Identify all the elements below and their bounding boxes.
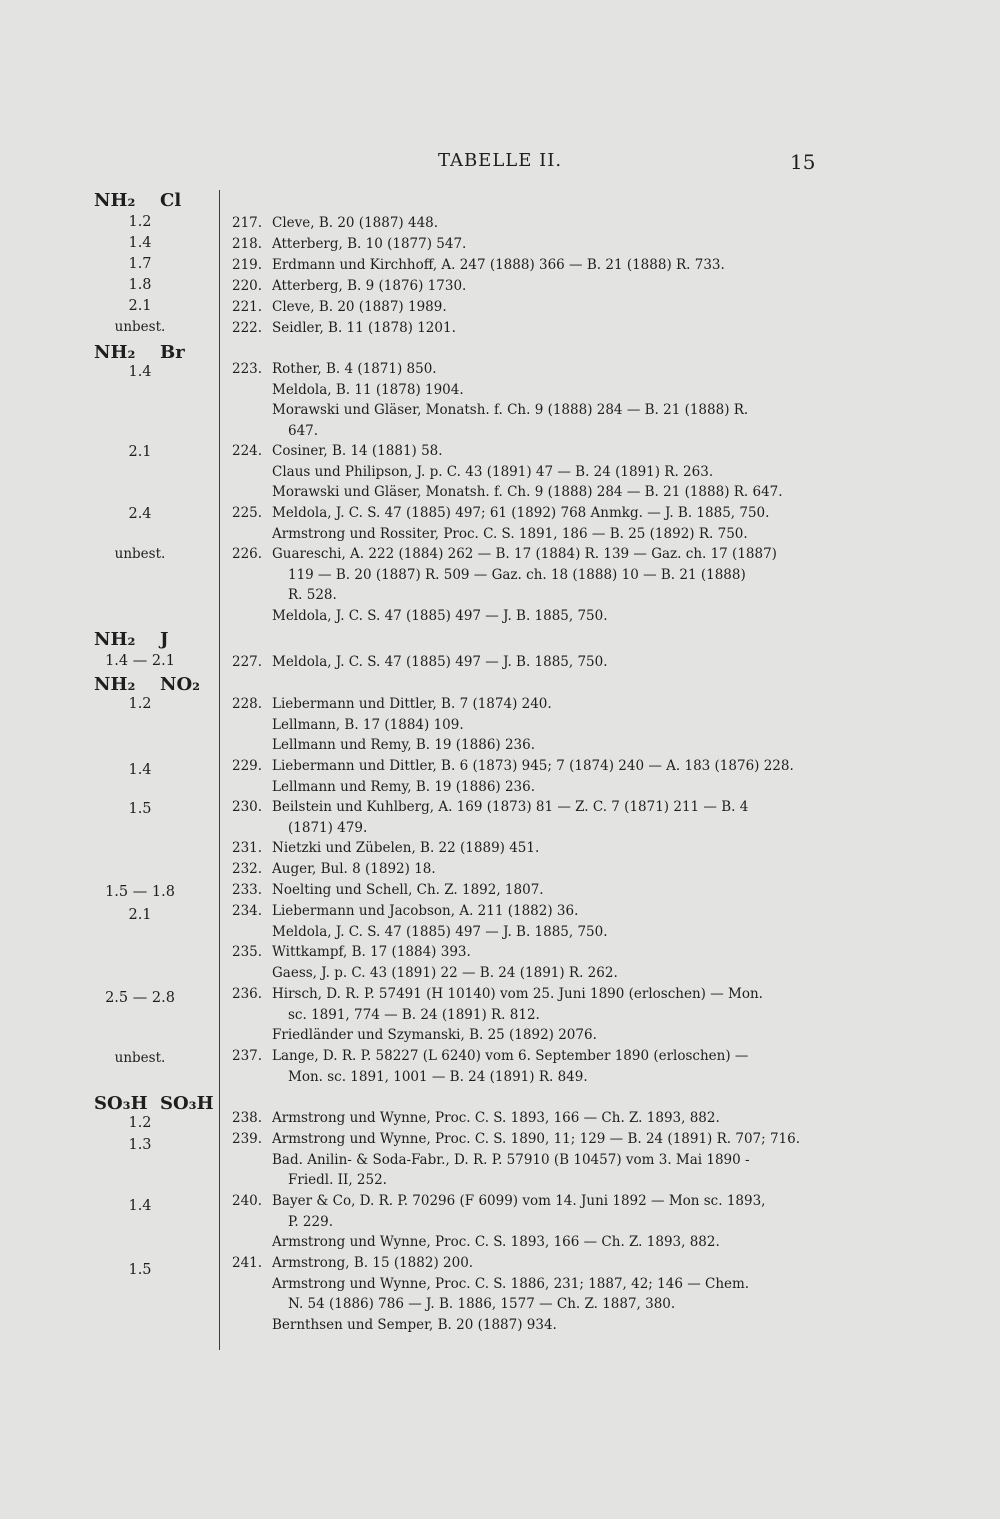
entry-number: 226.	[232, 546, 263, 562]
reference-entry	[232, 276, 822, 297]
reference-entry	[232, 984, 822, 1046]
reference-line: Morawski und Gläser, Monatsh. f. Ch. 9 (1888) 284 — B. 21 (1888) R.	[272, 402, 749, 418]
substituent-1: NH₂	[94, 190, 136, 211]
reference-entry	[232, 503, 822, 544]
reference-line: Meldola, J. C. S. 47 (1885) 497 — J. B. 1885, 750.	[272, 923, 608, 940]
reference-line: sc. 1891, 774 — B. 24 (1891) R. 812.	[288, 1006, 540, 1023]
position-label: 1.4	[128, 364, 152, 380]
reference-line: Atterberg, B. 10 (1877) 547.	[272, 236, 467, 252]
reference-line: Noelting und Schell, Ch. Z. 1892, 1807.	[272, 882, 544, 898]
substituent-2: J	[160, 629, 169, 650]
reference-line: Armstrong und Wynne, Proc. C. S. 1886, 231; 1887, 42; 146 — Chem.	[272, 1275, 750, 1292]
substituent-2: Cl	[160, 190, 182, 211]
substituent-2: Br	[160, 342, 185, 363]
entry-number: 221.	[232, 299, 263, 315]
position-label: 2.1	[128, 444, 152, 460]
position-label: 1.5 — 1.8	[105, 884, 175, 900]
reference-entry	[232, 756, 822, 797]
reference-line: Meldola, J. C. S. 47 (1885) 497; 61 (1892) 768 Anmkg. — J. B. 1885, 750.	[272, 505, 770, 521]
reference-line: Armstrong und Rossiter, Proc. C. S. 1891, 186 — B. 25 (1892) R. 750.	[272, 525, 748, 542]
position-label: 1.7	[128, 256, 152, 272]
entry-number: 239.	[232, 1131, 263, 1147]
reference-line: Lellmann und Remy, B. 19 (1886) 236.	[272, 778, 536, 795]
reference-line: 119 — B. 20 (1887) R. 509 — Gaz. ch. 18 (1888) 10 — B. 21 (1888)	[288, 566, 746, 583]
reference-line: Cosiner, B. 14 (1881) 58.	[272, 443, 443, 459]
reference-line: Liebermann und Dittler, B. 7 (1874) 240.	[272, 696, 552, 712]
entry-number: 227.	[232, 654, 263, 670]
entry-number: 222.	[232, 320, 263, 336]
position-label: 1.8	[128, 277, 152, 293]
reference-entry	[232, 318, 822, 339]
entry-number: 229.	[232, 758, 263, 774]
reference-line: P. 229.	[288, 1213, 333, 1230]
entry-number: 238.	[232, 1110, 263, 1126]
reference-line: Meldola, B. 11 (1878) 1904.	[272, 381, 464, 398]
reference-entry	[232, 255, 822, 276]
reference-line: Armstrong und Wynne, Proc. C. S. 1893, 166 — Ch. Z. 1893, 882.	[272, 1234, 720, 1250]
reference-line: N. 54 (1886) 786 — J. B. 1886, 1577 — Ch. Z. 1887, 380.	[288, 1296, 676, 1312]
reference-line: Friedländer und Szymanski, B. 25 (1892) 2076.	[272, 1027, 597, 1043]
reference-line: Lange, D. R. P. 58227 (L 6240) vom 6. September 1890 (erloschen) —	[272, 1048, 749, 1064]
reference-line: Friedl. II, 252.	[288, 1172, 387, 1188]
entry-number: 234.	[232, 903, 263, 919]
entry-number: 232.	[232, 861, 263, 877]
position-label: 2.1	[128, 907, 152, 923]
reference-line: Liebermann und Dittler, B. 6 (1873) 945; 7 (1874) 240 — A. 183 (1876) 228.	[272, 758, 794, 774]
entry-number: 219.	[232, 257, 263, 273]
reference-line: Guareschi, A. 222 (1884) 262 — B. 17 (1884) R. 139 — Gaz. ch. 17 (1887)	[272, 546, 777, 562]
reference-line: Wittkampf, B. 17 (1884) 393.	[272, 944, 471, 960]
entry-number: 225.	[232, 505, 263, 521]
page-title: TABELLE II.	[437, 150, 563, 171]
reference-line: Cleve, B. 20 (1887) 1989.	[272, 299, 447, 315]
reference-entry	[232, 1253, 822, 1335]
reference-entry	[232, 942, 822, 983]
reference-entry	[232, 838, 822, 859]
reference-line: Seidler, B. 11 (1878) 1201.	[272, 320, 456, 336]
reference-line: Morawski und Gläser, Monatsh. f. Ch. 9 (1888) 284 — B. 21 (1888) R. 647.	[272, 484, 783, 500]
reference-entry	[232, 652, 822, 673]
reference-line: Mon. sc. 1891, 1001 — B. 24 (1891) R. 849.	[288, 1068, 588, 1085]
reference-entry	[232, 694, 822, 756]
reference-entry	[232, 859, 822, 880]
reference-entry	[232, 1046, 822, 1087]
reference-entry	[232, 901, 822, 942]
reference-line: Gaess, J. p. C. 43 (1891) 22 — B. 24 (1891) R. 262.	[272, 964, 618, 981]
entry-number: 228.	[232, 696, 263, 712]
reference-line: Claus und Philipson, J. p. C. 43 (1891) 47 — B. 24 (1891) R. 263.	[272, 463, 714, 480]
position-label: unbest.	[114, 546, 166, 562]
reference-entry	[232, 359, 822, 441]
reference-line: Hirsch, D. R. P. 57491 (H 10140) vom 25. Juni 1890 (erloschen) — Mon.	[272, 986, 763, 1002]
reference-entry	[232, 213, 822, 234]
substituent-2: NO₂	[160, 674, 201, 695]
position-label: 2.5 — 2.8	[105, 990, 175, 1006]
position-label: 1.4	[128, 235, 152, 251]
position-label: 1.2	[128, 1115, 152, 1131]
position-label: unbest.	[114, 319, 166, 335]
reference-line: R. 528.	[288, 587, 337, 603]
reference-line: Meldola, J. C. S. 47 (1885) 497 — J. B. 1885, 750.	[272, 607, 608, 624]
entry-number: 231.	[232, 840, 263, 856]
reference-line: Meldola, J. C. S. 47 (1885) 497 — J. B. 1885, 750.	[272, 654, 608, 670]
reference-entry	[232, 1191, 822, 1253]
reference-line: Cleve, B. 20 (1887) 448.	[272, 215, 439, 231]
position-label: 1.4	[128, 1198, 152, 1214]
position-label: 1.4 — 2.1	[105, 653, 175, 669]
reference-line: Erdmann und Kirchhoff, A. 247 (1888) 366 — B. 21 (1888) R. 733.	[272, 257, 725, 273]
entry-number: 220.	[232, 278, 263, 294]
position-label: 1.4	[128, 762, 152, 778]
position-label: 1.5	[128, 1262, 152, 1278]
reference-entry	[232, 1129, 822, 1191]
entry-number: 223.	[232, 361, 263, 377]
reference-entry	[232, 441, 822, 503]
reference-line: Armstrong und Wynne, Proc. C. S. 1893, 166 — Ch. Z. 1893, 882.	[272, 1110, 720, 1126]
entry-number: 218.	[232, 236, 263, 252]
reference-line: Bernthsen und Semper, B. 20 (1887) 934.	[272, 1316, 557, 1333]
reference-entry	[232, 234, 822, 255]
position-label: 1.2	[128, 696, 152, 712]
reference-line: Armstrong, B. 15 (1882) 200.	[272, 1255, 474, 1271]
substituent-2: SO₃H	[160, 1093, 214, 1114]
position-label: 1.3	[128, 1137, 152, 1153]
reference-line: Bad. Anilin- & Soda-Fabr., D. R. P. 57910 (B 10457) vom 3. Mai 1890 -	[272, 1151, 750, 1168]
reference-line: Auger, Bul. 8 (1892) 18.	[272, 861, 436, 877]
reference-line: Beilstein und Kuhlberg, A. 169 (1873) 81 — Z. C. 7 (1871) 211 — B. 4	[272, 799, 749, 815]
reference-entry	[232, 544, 822, 626]
entry-number: 240.	[232, 1193, 263, 1209]
reference-entry	[232, 1108, 822, 1129]
reference-entry	[232, 880, 822, 901]
entry-number: 237.	[232, 1048, 263, 1064]
substituent-1: SO₃H	[94, 1093, 148, 1114]
entry-number: 235.	[232, 944, 263, 960]
position-label: unbest.	[114, 1050, 166, 1066]
entry-number: 241.	[232, 1255, 263, 1271]
substituent-1: NH₂	[94, 342, 136, 363]
reference-line: Armstrong und Wynne, Proc. C. S. 1890, 11; 129 — B. 24 (1891) R. 707; 716.	[272, 1131, 801, 1147]
reference-line: Rother, B. 4 (1871) 850.	[272, 361, 437, 377]
substituent-1: NH₂	[94, 629, 136, 650]
entry-number: 236.	[232, 986, 263, 1002]
entry-number: 230.	[232, 799, 263, 815]
reference-entry	[232, 297, 822, 318]
reference-line: Lellmann, B. 17 (1884) 109.	[272, 716, 464, 733]
reference-line: Liebermann und Jacobson, A. 211 (1882) 36.	[272, 903, 579, 919]
entry-number: 224.	[232, 443, 263, 459]
reference-line: Lellmann und Remy, B. 19 (1886) 236.	[272, 737, 536, 753]
position-label: 2.1	[128, 298, 152, 314]
position-label: 1.5	[128, 801, 152, 817]
position-label: 1.2	[128, 214, 152, 230]
reference-line: Bayer & Co, D. R. P. 70296 (F 6099) vom 14. Juni 1892 — Mon sc. 1893,	[272, 1193, 766, 1209]
page-number: 15	[790, 150, 816, 174]
position-label: 2.4	[128, 506, 152, 522]
reference-line: 647.	[288, 422, 319, 439]
reference-line: (1871) 479.	[288, 819, 368, 836]
reference-line: Nietzki und Zübelen, B. 22 (1889) 451.	[272, 840, 540, 856]
entry-number: 217.	[232, 215, 263, 231]
reference-line: Atterberg, B. 9 (1876) 1730.	[272, 278, 467, 294]
entry-number: 233.	[232, 882, 263, 898]
reference-entry	[232, 797, 822, 838]
substituent-1: NH₂	[94, 674, 136, 695]
